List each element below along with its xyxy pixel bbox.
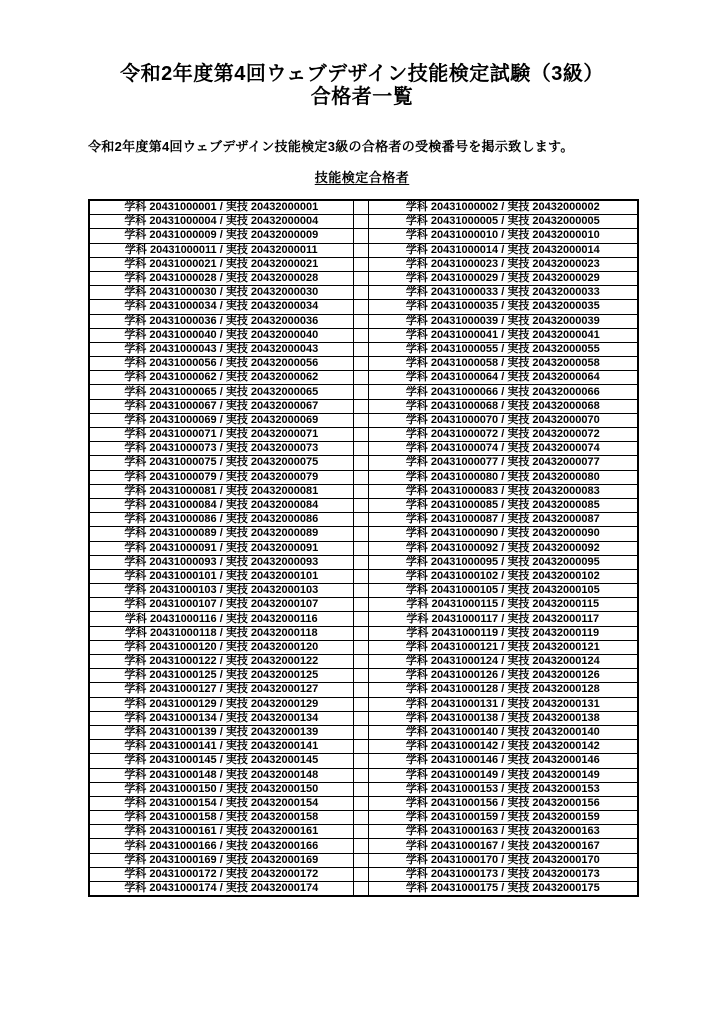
passer-entry-right: 学科 20431000033 / 実技 20432000033 xyxy=(368,286,638,300)
passer-entry-left: 学科 20431000071 / 実技 20432000071 xyxy=(89,428,353,442)
passer-entry-left: 学科 20431000158 / 実技 20432000158 xyxy=(89,811,353,825)
passer-entry-right: 学科 20431000124 / 実技 20432000124 xyxy=(368,655,638,669)
spacer-cell xyxy=(353,598,368,612)
table-row xyxy=(89,271,638,285)
passer-entry-left: 学科 20431000118 / 実技 20432000118 xyxy=(89,626,353,640)
passer-entry-left: 学科 20431000081 / 実技 20432000081 xyxy=(89,484,353,498)
table-row xyxy=(89,513,638,527)
passer-entry-right: 学科 20431000146 / 実技 20432000146 xyxy=(368,754,638,768)
table-row xyxy=(89,371,638,385)
passer-entry-left: 学科 20431000004 / 実技 20432000004 xyxy=(89,215,353,229)
table-row xyxy=(89,357,638,371)
passer-entry-left: 学科 20431000069 / 実技 20432000069 xyxy=(89,413,353,427)
table-row xyxy=(89,612,638,626)
passer-entry-left: 学科 20431000141 / 実技 20432000141 xyxy=(89,740,353,754)
spacer-cell xyxy=(353,541,368,555)
passer-entry-left: 学科 20431000009 / 実技 20432000009 xyxy=(89,229,353,243)
spacer-cell xyxy=(353,413,368,427)
passers-table xyxy=(88,199,639,897)
passer-entry-left: 学科 20431000011 / 実技 20432000011 xyxy=(89,243,353,257)
table-row xyxy=(89,470,638,484)
spacer-cell xyxy=(353,314,368,328)
passer-entry-left: 学科 20431000107 / 実技 20432000107 xyxy=(89,598,353,612)
passer-entry-right: 学科 20431000121 / 実技 20432000121 xyxy=(368,640,638,654)
table-row xyxy=(89,541,638,555)
spacer-cell xyxy=(353,470,368,484)
passer-entry-left: 学科 20431000127 / 実技 20432000127 xyxy=(89,683,353,697)
passer-entry-left: 学科 20431000028 / 実技 20432000028 xyxy=(89,271,353,285)
table-row xyxy=(89,200,638,215)
table-row xyxy=(89,286,638,300)
passer-entry-right: 学科 20431000087 / 実技 20432000087 xyxy=(368,513,638,527)
passer-entry-left: 学科 20431000101 / 実技 20432000101 xyxy=(89,569,353,583)
passer-entry-right: 学科 20431000041 / 実技 20432000041 xyxy=(368,328,638,342)
spacer-cell xyxy=(353,754,368,768)
passer-entry-left: 学科 20431000145 / 実技 20432000145 xyxy=(89,754,353,768)
spacer-cell xyxy=(353,853,368,867)
passer-entry-left: 学科 20431000056 / 実技 20432000056 xyxy=(89,357,353,371)
passer-entry-right: 学科 20431000140 / 実技 20432000140 xyxy=(368,725,638,739)
spacer-cell xyxy=(353,385,368,399)
passers-table-body xyxy=(89,200,638,896)
passer-entry-right: 学科 20431000070 / 実技 20432000070 xyxy=(368,413,638,427)
passer-entry-left: 学科 20431000120 / 実技 20432000120 xyxy=(89,640,353,654)
passer-entry-right: 学科 20431000058 / 実技 20432000058 xyxy=(368,357,638,371)
passer-entry-right: 学科 20431000153 / 実技 20432000153 xyxy=(368,782,638,796)
passer-entry-right: 学科 20431000105 / 実技 20432000105 xyxy=(368,584,638,598)
title-line-1: 令和2年度第4回ウェブデザイン技能検定試験（3級） xyxy=(120,63,604,85)
passer-entry-right: 学科 20431000002 / 実技 20432000002 xyxy=(368,200,638,215)
passer-entry-right: 学科 20431000131 / 実技 20432000131 xyxy=(368,697,638,711)
passer-entry-left: 学科 20431000150 / 実技 20432000150 xyxy=(89,782,353,796)
table-row xyxy=(89,825,638,839)
spacer-cell xyxy=(353,584,368,598)
passer-entry-right: 学科 20431000039 / 実技 20432000039 xyxy=(368,314,638,328)
passer-entry-right: 学科 20431000072 / 実技 20432000072 xyxy=(368,428,638,442)
spacer-cell xyxy=(353,357,368,371)
section-heading: 技能検定合格者 xyxy=(314,170,410,185)
passer-entry-left: 学科 20431000174 / 実技 20432000174 xyxy=(89,882,353,897)
table-row xyxy=(89,555,638,569)
passer-entry-right: 学科 20431000066 / 実技 20432000066 xyxy=(368,385,638,399)
passer-entry-right: 学科 20431000055 / 実技 20432000055 xyxy=(368,342,638,356)
passer-entry-right: 学科 20431000149 / 実技 20432000149 xyxy=(368,768,638,782)
spacer-cell xyxy=(353,456,368,470)
table-row xyxy=(89,867,638,881)
passer-entry-right: 学科 20431000126 / 実技 20432000126 xyxy=(368,669,638,683)
spacer-cell xyxy=(353,697,368,711)
table-row xyxy=(89,584,638,598)
passer-entry-right: 学科 20431000167 / 実技 20432000167 xyxy=(368,839,638,853)
spacer-cell xyxy=(353,655,368,669)
spacer-cell xyxy=(353,257,368,271)
table-row xyxy=(89,498,638,512)
passer-entry-right: 学科 20431000064 / 実技 20432000064 xyxy=(368,371,638,385)
passer-entry-left: 学科 20431000103 / 実技 20432000103 xyxy=(89,584,353,598)
passer-entry-left: 学科 20431000089 / 実技 20432000089 xyxy=(89,527,353,541)
table-row xyxy=(89,768,638,782)
passer-entry-right: 学科 20431000173 / 実技 20432000173 xyxy=(368,867,638,881)
spacer-cell xyxy=(353,428,368,442)
table-row xyxy=(89,683,638,697)
table-row xyxy=(89,484,638,498)
passer-entry-right: 学科 20431000138 / 実技 20432000138 xyxy=(368,711,638,725)
passer-entry-left: 学科 20431000073 / 実技 20432000073 xyxy=(89,442,353,456)
spacer-cell xyxy=(353,300,368,314)
table-row xyxy=(89,796,638,810)
spacer-cell xyxy=(353,569,368,583)
passer-entry-left: 学科 20431000154 / 実技 20432000154 xyxy=(89,796,353,810)
passer-entry-left: 学科 20431000093 / 実技 20432000093 xyxy=(89,555,353,569)
passer-entry-right: 学科 20431000035 / 実技 20432000035 xyxy=(368,300,638,314)
table-row xyxy=(89,655,638,669)
spacer-cell xyxy=(353,811,368,825)
spacer-cell xyxy=(353,626,368,640)
passer-entry-right: 学科 20431000090 / 実技 20432000090 xyxy=(368,527,638,541)
passer-entry-right: 学科 20431000102 / 実技 20432000102 xyxy=(368,569,638,583)
table-row xyxy=(89,697,638,711)
spacer-cell xyxy=(353,612,368,626)
passer-entry-right: 学科 20431000083 / 実技 20432000083 xyxy=(368,484,638,498)
spacer-cell xyxy=(353,725,368,739)
spacer-cell xyxy=(353,867,368,881)
passer-entry-left: 学科 20431000062 / 実技 20432000062 xyxy=(89,371,353,385)
passer-entry-right: 学科 20431000080 / 実技 20432000080 xyxy=(368,470,638,484)
table-row xyxy=(89,342,638,356)
spacer-cell xyxy=(353,442,368,456)
table-row xyxy=(89,811,638,825)
passer-entry-right: 学科 20431000142 / 実技 20432000142 xyxy=(368,740,638,754)
table-row xyxy=(89,399,638,413)
passer-entry-left: 学科 20431000036 / 実技 20432000036 xyxy=(89,314,353,328)
passer-entry-right: 学科 20431000010 / 実技 20432000010 xyxy=(368,229,638,243)
spacer-cell xyxy=(353,229,368,243)
passer-entry-right: 学科 20431000092 / 実技 20432000092 xyxy=(368,541,638,555)
passer-entry-right: 学科 20431000117 / 実技 20432000117 xyxy=(368,612,638,626)
spacer-cell xyxy=(353,882,368,897)
table-row xyxy=(89,328,638,342)
passer-entry-left: 学科 20431000075 / 実技 20432000075 xyxy=(89,456,353,470)
passer-entry-left: 学科 20431000067 / 実技 20432000067 xyxy=(89,399,353,413)
passer-entry-left: 学科 20431000139 / 実技 20432000139 xyxy=(89,725,353,739)
table-row xyxy=(89,229,638,243)
table-row xyxy=(89,257,638,271)
passer-entry-right: 学科 20431000077 / 実技 20432000077 xyxy=(368,456,638,470)
spacer-cell xyxy=(353,271,368,285)
spacer-cell xyxy=(353,484,368,498)
passer-entry-left: 学科 20431000116 / 実技 20432000116 xyxy=(89,612,353,626)
passer-entry-left: 学科 20431000034 / 実技 20432000034 xyxy=(89,300,353,314)
table-row xyxy=(89,442,638,456)
passer-entry-left: 学科 20431000091 / 実技 20432000091 xyxy=(89,541,353,555)
passer-entry-left: 学科 20431000166 / 実技 20432000166 xyxy=(89,839,353,853)
spacer-cell xyxy=(353,286,368,300)
table-row xyxy=(89,569,638,583)
spacer-cell xyxy=(353,527,368,541)
table-row xyxy=(89,839,638,853)
spacer-cell xyxy=(353,399,368,413)
passer-entry-right: 学科 20431000014 / 実技 20432000014 xyxy=(368,243,638,257)
passer-entry-right: 学科 20431000029 / 実技 20432000029 xyxy=(368,271,638,285)
spacer-cell xyxy=(353,200,368,215)
spacer-cell xyxy=(353,371,368,385)
passer-entry-left: 学科 20431000043 / 実技 20432000043 xyxy=(89,342,353,356)
passer-entry-left: 学科 20431000021 / 実技 20432000021 xyxy=(89,257,353,271)
table-row xyxy=(89,243,638,257)
title-line-2: 合格者一覧 xyxy=(310,86,414,108)
table-row xyxy=(89,754,638,768)
table-row xyxy=(89,782,638,796)
spacer-cell xyxy=(353,782,368,796)
table-row xyxy=(89,740,638,754)
passer-entry-right: 学科 20431000068 / 実技 20432000068 xyxy=(368,399,638,413)
spacer-cell xyxy=(353,555,368,569)
table-row xyxy=(89,711,638,725)
table-row xyxy=(89,527,638,541)
spacer-cell xyxy=(353,669,368,683)
table-row xyxy=(89,598,638,612)
passer-entry-right: 学科 20431000085 / 実技 20432000085 xyxy=(368,498,638,512)
passer-entry-left: 学科 20431000122 / 実技 20432000122 xyxy=(89,655,353,669)
table-row xyxy=(89,385,638,399)
passer-entry-left: 学科 20431000129 / 実技 20432000129 xyxy=(89,697,353,711)
spacer-cell xyxy=(353,328,368,342)
table-row xyxy=(89,725,638,739)
passer-entry-left: 学科 20431000030 / 実技 20432000030 xyxy=(89,286,353,300)
passer-entry-left: 学科 20431000065 / 実技 20432000065 xyxy=(89,385,353,399)
passer-entry-right: 学科 20431000175 / 実技 20432000175 xyxy=(368,882,638,897)
passer-entry-right: 学科 20431000170 / 実技 20432000170 xyxy=(368,853,638,867)
passer-entry-left: 学科 20431000169 / 実技 20432000169 xyxy=(89,853,353,867)
spacer-cell xyxy=(353,513,368,527)
document-title xyxy=(0,63,724,109)
spacer-cell xyxy=(353,825,368,839)
table-row xyxy=(89,428,638,442)
intro-text: 令和2年度第4回ウェブデザイン技能検定3級の合格者の受検番号を掲示致します。 xyxy=(88,139,574,154)
passer-entry-left: 学科 20431000134 / 実技 20432000134 xyxy=(89,711,353,725)
table-row xyxy=(89,626,638,640)
passer-entry-right: 学科 20431000163 / 実技 20432000163 xyxy=(368,825,638,839)
passer-entry-left: 学科 20431000040 / 実技 20432000040 xyxy=(89,328,353,342)
table-row xyxy=(89,669,638,683)
table-row xyxy=(89,456,638,470)
table-row xyxy=(89,413,638,427)
passer-entry-right: 学科 20431000023 / 実技 20432000023 xyxy=(368,257,638,271)
spacer-cell xyxy=(353,768,368,782)
passer-entry-right: 学科 20431000119 / 実技 20432000119 xyxy=(368,626,638,640)
spacer-cell xyxy=(353,683,368,697)
table-row xyxy=(89,300,638,314)
table-row xyxy=(89,215,638,229)
table-row xyxy=(89,314,638,328)
passer-entry-left: 学科 20431000148 / 実技 20432000148 xyxy=(89,768,353,782)
passer-entry-left: 学科 20431000079 / 実技 20432000079 xyxy=(89,470,353,484)
passer-entry-right: 学科 20431000159 / 実技 20432000159 xyxy=(368,811,638,825)
spacer-cell xyxy=(353,215,368,229)
passer-entry-left: 学科 20431000125 / 実技 20432000125 xyxy=(89,669,353,683)
table-row xyxy=(89,882,638,897)
passer-entry-left: 学科 20431000172 / 実技 20432000172 xyxy=(89,867,353,881)
spacer-cell xyxy=(353,498,368,512)
passer-entry-left: 学科 20431000086 / 実技 20432000086 xyxy=(89,513,353,527)
table-row xyxy=(89,853,638,867)
spacer-cell xyxy=(353,839,368,853)
spacer-cell xyxy=(353,243,368,257)
passer-entry-right: 学科 20431000115 / 実技 20432000115 xyxy=(368,598,638,612)
spacer-cell xyxy=(353,711,368,725)
passer-entry-right: 学科 20431000074 / 実技 20432000074 xyxy=(368,442,638,456)
passer-entry-right: 学科 20431000005 / 実技 20432000005 xyxy=(368,215,638,229)
passer-entry-right: 学科 20431000156 / 実技 20432000156 xyxy=(368,796,638,810)
passer-entry-left: 学科 20431000161 / 実技 20432000161 xyxy=(89,825,353,839)
spacer-cell xyxy=(353,342,368,356)
passer-entry-left: 学科 20431000084 / 実技 20432000084 xyxy=(89,498,353,512)
spacer-cell xyxy=(353,640,368,654)
passer-entry-right: 学科 20431000128 / 実技 20432000128 xyxy=(368,683,638,697)
table-row xyxy=(89,640,638,654)
spacer-cell xyxy=(353,796,368,810)
passer-entry-right: 学科 20431000095 / 実技 20432000095 xyxy=(368,555,638,569)
passer-entry-left: 学科 20431000001 / 実技 20432000001 xyxy=(89,200,353,215)
spacer-cell xyxy=(353,740,368,754)
